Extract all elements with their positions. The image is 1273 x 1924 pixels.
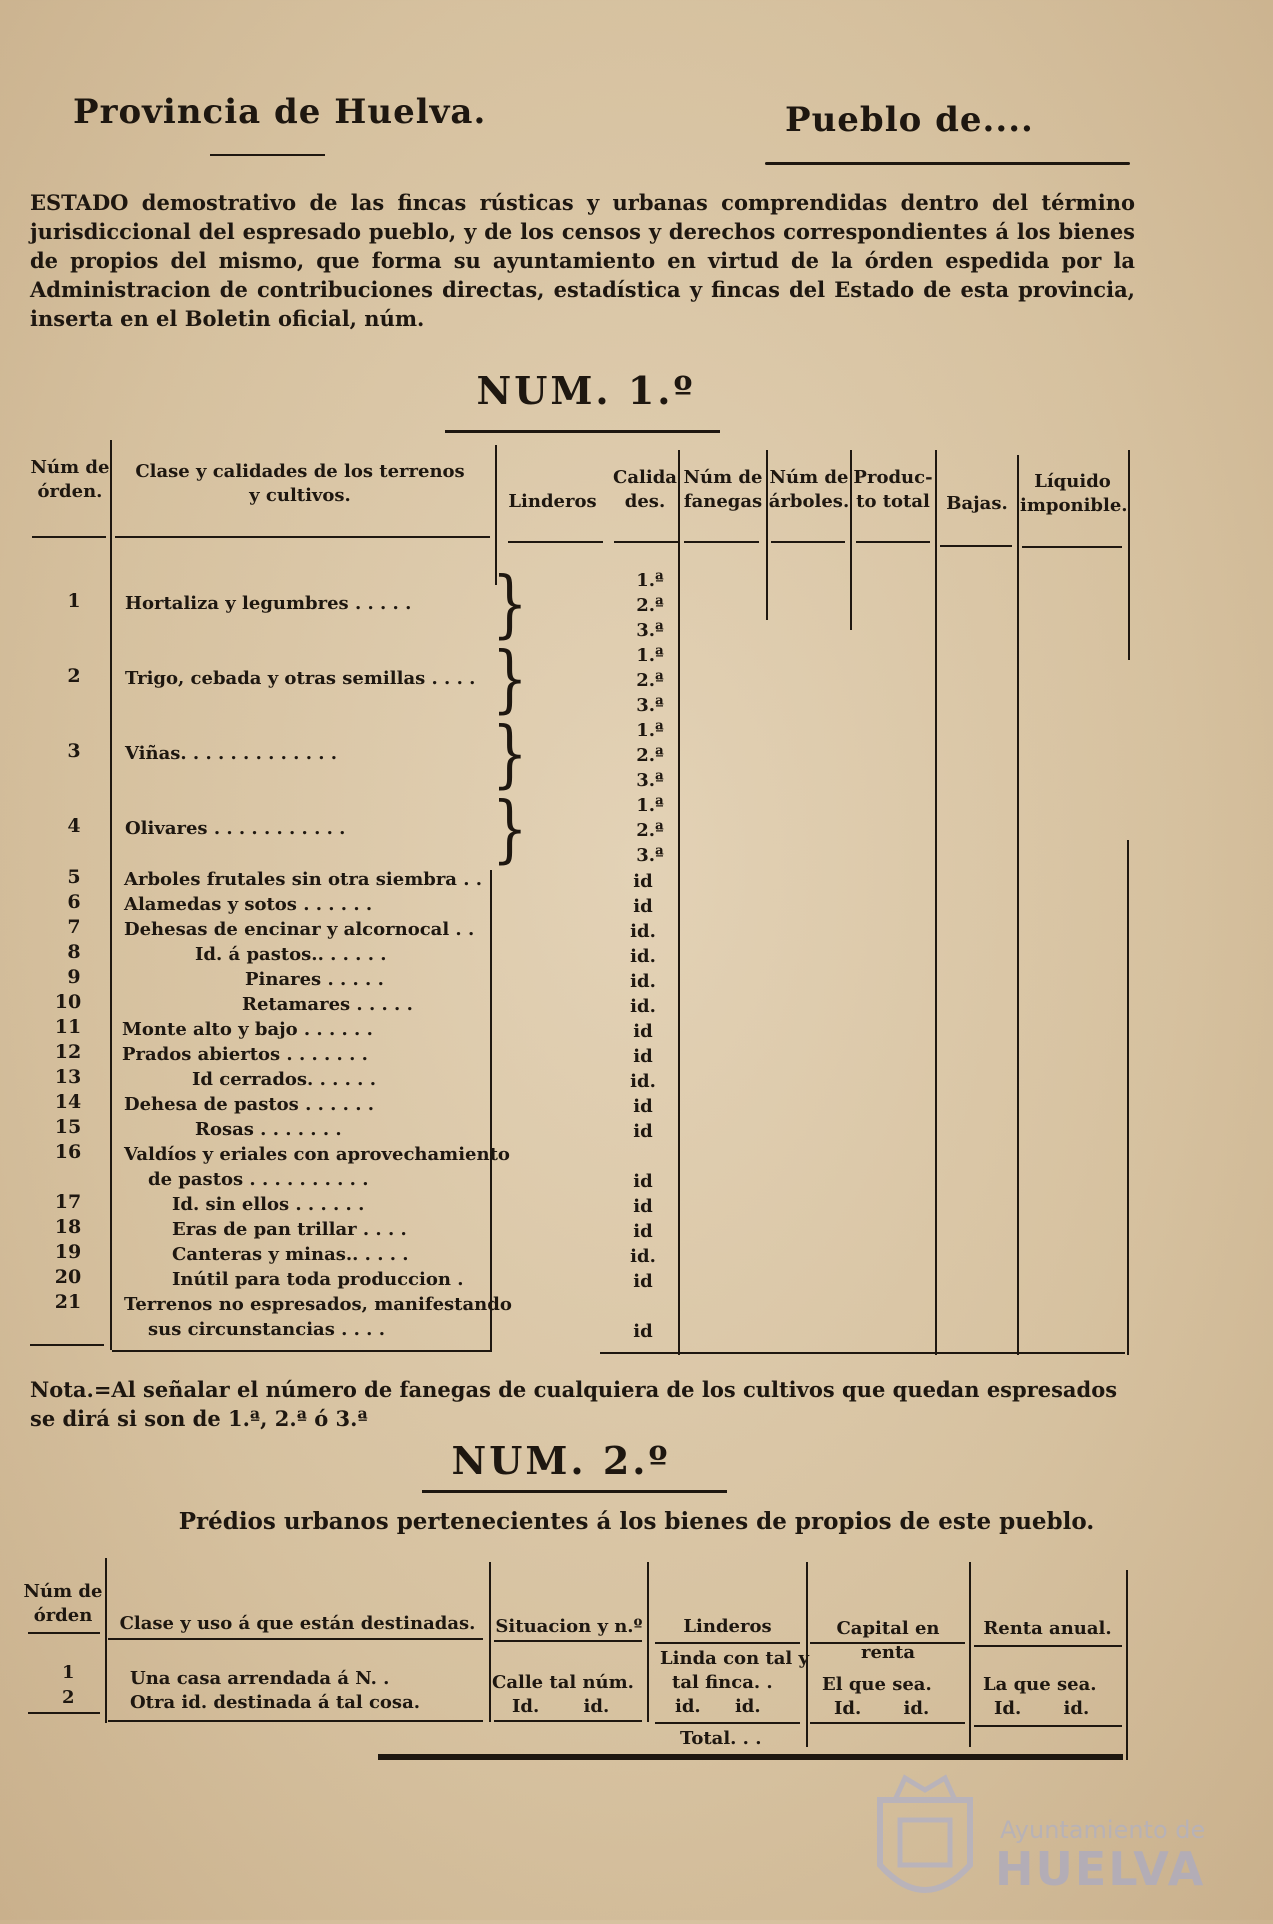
header-line: des. [624, 491, 666, 512]
row-quality: id [633, 896, 653, 917]
row-quality: 1.ª [636, 720, 664, 741]
row-renta: La que sea. [983, 1674, 1097, 1695]
row-quality: 2.ª [636, 670, 664, 691]
header-line: Núm de [683, 467, 763, 488]
row-capital: Id. id. [834, 1698, 930, 1719]
table2-bottom-rule [974, 1725, 1122, 1727]
row-quality: id [633, 1171, 653, 1192]
row-label: Valdíos y eriales con aprovechamiento [124, 1144, 510, 1165]
table1-header-fanegas [680, 466, 766, 514]
table2-header-rule [494, 1640, 642, 1642]
row-label: Trigo, cebada y otras semillas . . . . [125, 668, 476, 689]
table1-divider [935, 450, 937, 1355]
row-label-continuation: de pastos . . . . . . . . . . [148, 1169, 369, 1190]
row-label: Viñas. . . . . . . . . . . . . [125, 743, 338, 764]
table1-header-clase [120, 460, 480, 508]
header-line: Líquido [1034, 471, 1111, 492]
row-label: Id. sin ellos . . . . . . [172, 1194, 365, 1215]
table1-bottom-rule [600, 1352, 1125, 1354]
table2-total: Total. . . [680, 1728, 762, 1749]
row-quality: id. [630, 1246, 656, 1267]
row-label: Monte alto y bajo . . . . . . [122, 1019, 373, 1040]
row-quality: 2.ª [636, 745, 664, 766]
table1-header-rule [508, 541, 603, 543]
row-quality: id [633, 1221, 653, 1242]
header-line: Núm de [23, 1581, 103, 1602]
row-label: Id. á pastos.. . . . . . [195, 944, 387, 965]
table2-header-rule [655, 1642, 800, 1644]
table2-divider [969, 1562, 971, 1747]
city-seal-watermark [870, 1770, 980, 1924]
table2-divider [489, 1562, 491, 1722]
row-number: 15 [54, 1116, 82, 1138]
row-quality: 2.ª [636, 595, 664, 616]
brace-icon: } [492, 562, 528, 647]
row-number: 2 [62, 1687, 75, 1708]
table2-header-clase: Clase y uso á que están destinadas. [119, 1613, 476, 1634]
row-number: 18 [54, 1216, 82, 1238]
row-number: 1 [62, 1662, 75, 1683]
row-number: 21 [54, 1291, 82, 1313]
row-label: Inútil para toda produccion . [172, 1269, 464, 1290]
table2-bottom-rule [108, 1720, 483, 1722]
row-number: 2 [67, 665, 81, 687]
header-line: fanegas [683, 491, 763, 512]
table2-header-rule [108, 1638, 483, 1640]
row-quality: 1.ª [636, 570, 664, 591]
header-line: Calida [613, 467, 677, 488]
header-line: Clase y calidades de los terrenos [135, 461, 465, 482]
row-quality: id [633, 1271, 653, 1292]
brace-icon: } [492, 637, 528, 722]
table1-divider [1017, 455, 1019, 1355]
linderos-column-border [490, 870, 492, 1350]
province-underline [210, 154, 325, 156]
table2-divider [647, 1562, 649, 1722]
row-quality: id. [630, 921, 656, 942]
row-clase: Otra id. destinada á tal cosa. [130, 1692, 420, 1713]
row-quality: id [633, 1196, 653, 1217]
table1-header-rule [856, 541, 930, 543]
table2-title: NUM. 2.º [451, 1438, 671, 1483]
row-linderos: id. id. [675, 1696, 761, 1717]
header-line: y cultivos. [249, 485, 351, 506]
row-number: 16 [54, 1141, 82, 1163]
header-line: to total [856, 491, 930, 512]
row-linderos: Linda con tal y [660, 1648, 809, 1669]
table2-header-rule [28, 1632, 100, 1634]
header-line: Núm de [30, 457, 110, 478]
row-linderos: tal finca. . [672, 1672, 773, 1693]
brace-icon: } [492, 787, 528, 872]
table2-bottom-rule [655, 1722, 800, 1724]
header-line: órden [33, 1605, 93, 1626]
row-quality: id [633, 1321, 653, 1342]
row-quality: 3.ª [636, 620, 664, 641]
table2-divider [1126, 1570, 1128, 1760]
row-label-continuation: sus circunstancias . . . . [148, 1319, 385, 1340]
row-number: 8 [67, 941, 81, 963]
row-quality: id. [630, 1071, 656, 1092]
watermark-line2: HUELVA [995, 1842, 1206, 1896]
row-label: Dehesas de encinar y alcornocal . . [124, 919, 475, 940]
table2-header-situacion: Situacion y n.º [495, 1616, 643, 1637]
row-quality: 1.ª [636, 795, 664, 816]
header-line: Produc- [853, 467, 933, 488]
row-label: Id cerrados. . . . . . [192, 1069, 376, 1090]
row-label: Arboles frutales sin otra siembra . . [124, 869, 483, 890]
table2-bottom-rule [28, 1712, 100, 1714]
table2-title-ornament [422, 1490, 727, 1493]
table1-header-producto [852, 466, 934, 514]
row-label: Dehesa de pastos . . . . . . [124, 1094, 375, 1115]
row-label: Olivares . . . . . . . . . . . [125, 818, 346, 839]
row-quality: id. [630, 946, 656, 967]
town-title: Pueblo de.... [785, 100, 1034, 140]
row-number: 4 [67, 815, 81, 837]
row-clase: Una casa arrendada á N. . [130, 1668, 390, 1689]
row-renta: Id. id. [994, 1698, 1090, 1719]
row-number: 19 [54, 1241, 82, 1263]
header-line: órden. [37, 481, 103, 502]
table1-header-rule [115, 536, 490, 538]
row-quality: id [633, 1021, 653, 1042]
table1-note: Nota.=Al señalar el número de fanegas de cualquiera de los cultivos que quedan espresados se dirá si son de 1.ª, 2.ª ó 3.ª [30, 1377, 1118, 1431]
table2-header-num [18, 1580, 108, 1628]
row-quality: id [633, 1096, 653, 1117]
table1-title-ornament [445, 430, 720, 433]
row-quality: id. [630, 971, 656, 992]
row-label: Terrenos no espresados, manifestando [124, 1294, 512, 1315]
table1-header-linderos: Linderos [508, 491, 597, 512]
row-quality: id [633, 1046, 653, 1067]
table1-header-rule [1022, 546, 1122, 548]
table1-header-liquido [1020, 470, 1128, 518]
row-number: 12 [54, 1041, 82, 1063]
province-title: Provincia de Huelva. [73, 92, 487, 132]
table2-bottom-rule [494, 1720, 642, 1722]
table1-header-rule [940, 545, 1012, 547]
row-number: 14 [54, 1091, 82, 1113]
table1-divider [1128, 450, 1130, 660]
row-quality: id. [630, 996, 656, 1017]
intro-paragraph: ESTADO demostrativo de las fincas rústicas y urbanas comprendidas dentro del término jurisdiccional del espresado pueblo, y de los censos y derechos correspondientes á los bienes de propios del mismo, que forma su ayuntamiento en virtud de la órden espedida por la Administracion de contribuciones directas, estadística y fincas del Estado de esta provincia, inserta en el Boletin oficial, núm. [30, 190, 1135, 331]
row-capital: El que sea. [822, 1674, 932, 1695]
table2-header-rule [974, 1645, 1122, 1647]
table1-title: NUM. 1.º [476, 368, 696, 413]
row-quality: 2.ª [636, 820, 664, 841]
table1-header-rule [684, 541, 759, 543]
row-label: Alamedas y sotos . . . . . . [124, 894, 373, 915]
header-line: árboles. [768, 491, 850, 512]
table2-closing-rule [378, 1754, 1123, 1760]
table1-header-arboles [766, 466, 852, 514]
row-number: 3 [67, 740, 81, 762]
watermark-line1: Ayuntamiento de [1000, 1816, 1206, 1844]
table1-bottom-rule [112, 1350, 492, 1352]
row-number: 7 [67, 916, 81, 938]
header-line: Núm de [769, 467, 849, 488]
row-label: Rosas . . . . . . . [195, 1119, 342, 1140]
table1-header-num [25, 456, 115, 504]
row-label: Hortaliza y legumbres . . . . . [125, 593, 412, 614]
row-quality: id [633, 1121, 653, 1142]
row-quality: 1.ª [636, 645, 664, 666]
table1-divider [1127, 840, 1129, 1355]
row-situacion: Calle tal núm. [492, 1672, 634, 1693]
table2-header-capital: Capital en renta [836, 1618, 940, 1663]
row-label: Canteras y minas.. . . . . [172, 1244, 409, 1265]
table1-header-rule [771, 541, 845, 543]
row-quality: id [633, 871, 653, 892]
row-quality: 3.ª [636, 845, 664, 866]
row-label: Prados abiertos . . . . . . . [122, 1044, 368, 1065]
row-label: Retamares . . . . . [242, 994, 413, 1015]
row-number: 10 [54, 991, 82, 1013]
brace-icon: } [492, 712, 528, 797]
row-quality: 3.ª [636, 770, 664, 791]
table1-bottom-rule [30, 1344, 104, 1346]
row-situacion: Id. id. [512, 1696, 610, 1717]
header-line: imponible. [1020, 495, 1128, 516]
row-number: 5 [67, 866, 81, 888]
row-number: 11 [54, 1016, 82, 1038]
table1-header-calidades [610, 466, 680, 514]
town-underline [765, 162, 1130, 165]
row-number: 17 [54, 1191, 82, 1213]
row-number: 6 [67, 891, 81, 913]
table1-divider [110, 440, 112, 1350]
table1-header-rule [32, 536, 106, 538]
row-label: Pinares . . . . . [245, 969, 384, 990]
row-label: Eras de pan trillar . . . . [172, 1219, 407, 1240]
table1-header-bajas: Bajas. [946, 493, 1008, 514]
table2-bottom-rule [810, 1722, 965, 1724]
row-number: 20 [54, 1266, 82, 1288]
table1-header-rule [614, 541, 678, 543]
table1-divider [678, 450, 680, 1355]
table2-header-linderos: Linderos [683, 1616, 772, 1637]
row-number: 1 [67, 590, 81, 612]
row-quality: 3.ª [636, 695, 664, 716]
row-number: 9 [67, 966, 81, 988]
table2-subtitle: Prédios urbanos pertenecientes á los bienes de propios de este pueblo. [178, 1508, 1095, 1535]
table2-header-renta: Renta anual. [983, 1618, 1112, 1639]
row-number: 13 [54, 1066, 82, 1088]
